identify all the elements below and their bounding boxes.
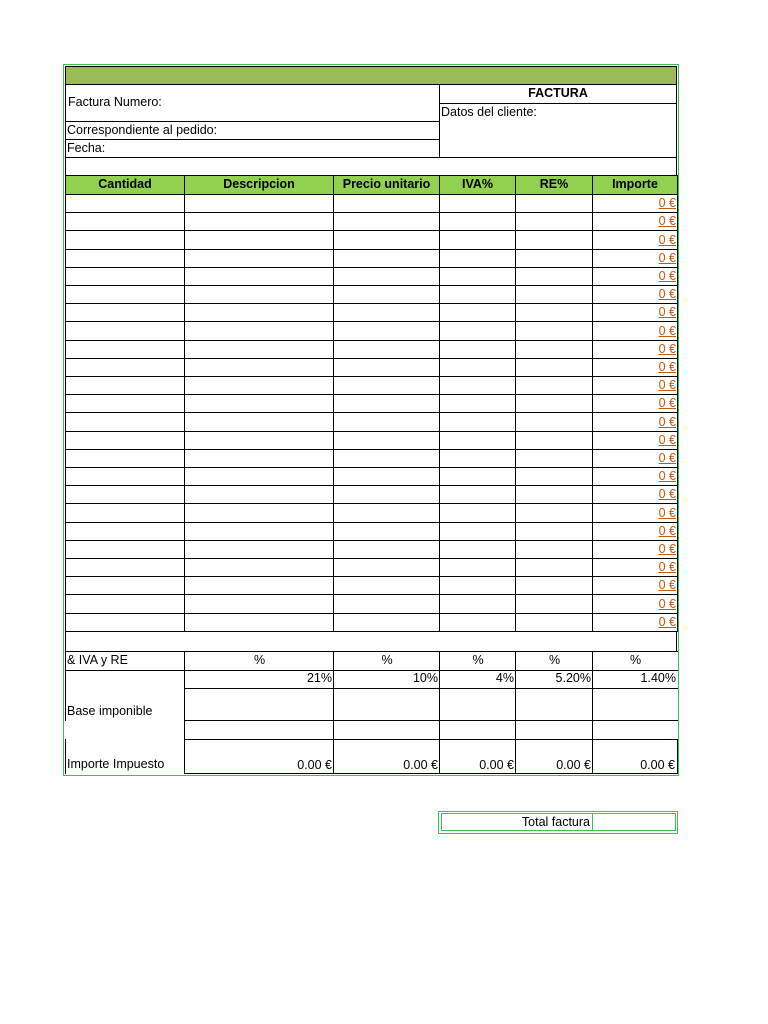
total-label: Total factura [521,815,590,829]
line-cell-descripcion[interactable] [184,613,334,632]
line-cell-descripcion[interactable] [184,449,334,468]
tax-pct-header: % [333,651,440,671]
importe-impuesto-label-cell: Importe Impuesto [65,739,185,774]
line-cell-descripcion[interactable] [184,303,334,322]
line-cell-precio-unitario[interactable] [333,467,440,486]
line-amount[interactable]: 0 € [592,194,678,213]
line-amount[interactable]: 0 € [592,230,678,250]
tax-label-cell: & IVA y RE [65,651,185,671]
column-header-descripcion: Descripcion [184,175,334,195]
tax-rate: 5.20% [515,670,593,689]
line-cell-iva[interactable] [439,540,516,559]
line-cell-cantidad[interactable] [65,449,185,468]
line-cell-descripcion[interactable] [184,230,334,250]
tax-pct-header: % [184,651,334,671]
line-amount[interactable]: 0 € [592,503,678,523]
line-amount[interactable]: 0 € [592,485,678,504]
line-cell-descripcion[interactable] [184,431,334,450]
line-cell-precio-unitario[interactable] [333,285,440,304]
line-amount[interactable]: 0 € [592,340,678,359]
column-header-iva: IVA% [439,175,516,195]
client-data-label: Datos del cliente: [441,105,537,119]
line-amount[interactable]: 0 € [592,394,678,413]
line-cell-descripcion[interactable] [184,558,334,577]
total-label-cell [441,813,593,831]
line-cell-re[interactable] [515,449,593,468]
line-amount[interactable]: 0 € [592,467,678,486]
line-cell-cantidad[interactable] [65,194,185,213]
line-cell-re[interactable] [515,267,593,286]
line-cell-iva[interactable] [439,340,516,359]
line-cell-cantidad[interactable] [65,267,185,286]
line-cell-iva[interactable] [439,267,516,286]
line-cell-iva[interactable] [439,394,516,413]
tax-rate: 10% [333,670,440,689]
date-cell[interactable] [65,139,440,158]
line-amount[interactable]: 0 € [592,576,678,595]
line-amount[interactable]: 0 € [592,431,678,450]
order-ref-cell[interactable] [65,121,440,140]
line-cell-cantidad[interactable] [65,303,185,322]
line-cell-iva[interactable] [439,285,516,304]
title-band [65,66,677,85]
line-cell-precio-unitario[interactable] [333,194,440,213]
line-cell-precio-unitario[interactable] [333,267,440,286]
line-cell-cantidad[interactable] [65,376,185,395]
line-cell-re[interactable] [515,376,593,395]
line-cell-re[interactable] [515,558,593,577]
line-cell-precio-unitario[interactable] [333,485,440,504]
line-cell-re[interactable] [515,194,593,213]
line-amount[interactable]: 0 € [592,522,678,541]
tax-blank-cell [592,720,678,740]
line-cell-re[interactable] [515,594,593,614]
line-cell-re[interactable] [515,321,593,341]
line-cell-cantidad[interactable] [65,540,185,559]
line-cell-precio-unitario[interactable] [333,358,440,377]
line-cell-descripcion[interactable] [184,576,334,595]
line-cell-re[interactable] [515,522,593,541]
line-cell-descripcion[interactable] [184,212,334,231]
line-cell-cantidad[interactable] [65,394,185,413]
line-cell-re[interactable] [515,340,593,359]
tax-rate: 1.40% [592,670,678,689]
line-cell-precio-unitario[interactable] [333,303,440,322]
tax-pct-header: % [515,651,593,671]
line-cell-cantidad[interactable] [65,412,185,432]
line-cell-cantidad[interactable] [65,613,185,632]
line-cell-precio-unitario[interactable] [333,449,440,468]
line-cell-cantidad[interactable] [65,558,185,577]
column-header-importe: Importe [592,175,678,195]
base-imponible-value[interactable] [592,688,678,721]
line-amount[interactable]: 0 € [592,321,678,341]
line-cell-precio-unitario[interactable] [333,249,440,268]
line-cell-iva[interactable] [439,212,516,231]
line-cell-cantidad[interactable] [65,249,185,268]
line-cell-re[interactable] [515,358,593,377]
line-cell-iva[interactable] [439,467,516,486]
line-cell-precio-unitario[interactable] [333,412,440,432]
tax-amount: 0.00 € [515,739,593,774]
base-imponible-value[interactable] [184,688,334,721]
line-cell-descripcion[interactable] [184,267,334,286]
line-cell-iva[interactable] [439,358,516,377]
line-cell-cantidad[interactable] [65,485,185,504]
line-cell-descripcion[interactable] [184,340,334,359]
line-cell-re[interactable] [515,576,593,595]
line-cell-descripcion[interactable] [184,321,334,341]
line-amount[interactable]: 0 € [592,212,678,231]
tax-blank-cell [184,720,334,740]
line-cell-re[interactable] [515,540,593,559]
line-cell-descripcion[interactable] [184,376,334,395]
line-cell-iva[interactable] [439,485,516,504]
tax-amount: 0.00 € [592,739,678,774]
line-cell-cantidad[interactable] [65,522,185,541]
line-amount[interactable]: 0 € [592,267,678,286]
line-cell-cantidad[interactable] [65,285,185,304]
line-cell-precio-unitario[interactable] [333,558,440,577]
line-cell-re[interactable] [515,431,593,450]
line-cell-re[interactable] [515,394,593,413]
line-cell-iva[interactable] [439,249,516,268]
line-cell-precio-unitario[interactable] [333,376,440,395]
line-cell-precio-unitario[interactable] [333,212,440,231]
line-cell-precio-unitario[interactable] [333,503,440,523]
line-cell-cantidad[interactable] [65,230,185,250]
tax-pct-header: % [592,651,678,671]
line-amount[interactable]: 0 € [592,303,678,322]
line-cell-cantidad[interactable] [65,576,185,595]
tax-amount: 0.00 € [184,739,334,774]
line-cell-cantidad[interactable] [65,212,185,231]
base-imponible-label-cell: Base imponible [65,688,185,721]
line-cell-descripcion[interactable] [184,540,334,559]
tax-amount: 0.00 € [333,739,440,774]
line-cell-precio-unitario[interactable] [333,522,440,541]
line-cell-descripcion[interactable] [184,522,334,541]
line-cell-descripcion[interactable] [184,394,334,413]
total-value-cell[interactable] [592,813,676,831]
column-header-precio-unitario: Precio unitario [333,175,440,195]
line-cell-precio-unitario[interactable] [333,230,440,250]
line-amount[interactable]: 0 € [592,449,678,468]
tax-rate: 21% [184,670,334,689]
line-cell-precio-unitario[interactable] [333,576,440,595]
factura-title: FACTURA [528,86,588,100]
line-amount[interactable]: 0 € [592,594,678,614]
line-cell-iva[interactable] [439,576,516,595]
line-cell-cantidad[interactable] [65,340,185,359]
line-cell-descripcion[interactable] [184,249,334,268]
line-cell-iva[interactable] [439,558,516,577]
column-header-cantidad: Cantidad [65,175,185,195]
line-amount[interactable]: 0 € [592,358,678,377]
line-cell-precio-unitario[interactable] [333,431,440,450]
base-imponible-value[interactable] [515,688,593,721]
line-cell-re[interactable] [515,303,593,322]
line-cell-cantidad[interactable] [65,594,185,614]
line-cell-cantidad[interactable] [65,358,185,377]
line-cell-cantidad[interactable] [65,467,185,486]
line-cell-iva[interactable] [439,321,516,341]
tax-blank-cell [515,720,593,740]
line-cell-precio-unitario[interactable] [333,594,440,614]
line-cell-cantidad[interactable] [65,321,185,341]
tax-blank-cell [333,720,440,740]
column-header-re: RE% [515,175,593,195]
line-cell-iva[interactable] [439,376,516,395]
line-cell-re[interactable] [515,613,593,632]
line-amount[interactable]: 0 € [592,540,678,559]
line-cell-re[interactable] [515,485,593,504]
line-cell-re[interactable] [515,503,593,523]
line-cell-re[interactable] [515,230,593,250]
line-cell-re[interactable] [515,212,593,231]
spacer-row [65,157,677,176]
line-amount[interactable]: 0 € [592,412,678,432]
line-cell-re[interactable] [515,285,593,304]
rate-empty-cell [65,670,185,689]
line-cell-descripcion[interactable] [184,358,334,377]
line-cell-precio-unitario[interactable] [333,540,440,559]
line-amount[interactable]: 0 € [592,285,678,304]
line-cell-iva[interactable] [439,503,516,523]
invoice-number-cell[interactable] [65,85,440,122]
line-cell-precio-unitario[interactable] [333,321,440,341]
line-cell-iva[interactable] [439,594,516,614]
tax-blank-cell [439,720,516,740]
line-cell-cantidad[interactable] [65,431,185,450]
line-cell-descripcion[interactable] [184,467,334,486]
line-amount[interactable]: 0 € [592,376,678,395]
invoice-number-label: Factura Numero: [68,95,162,109]
line-cell-re[interactable] [515,249,593,268]
line-cell-descripcion[interactable] [184,485,334,504]
line-cell-iva[interactable] [439,194,516,213]
line-amount[interactable]: 0 € [592,558,678,577]
date-label: Fecha: [67,141,106,155]
line-cell-iva[interactable] [439,613,516,632]
tax-amount: 0.00 € [439,739,516,774]
line-cell-iva[interactable] [439,412,516,432]
line-amount[interactable]: 0 € [592,249,678,268]
base-imponible-value[interactable] [439,688,516,721]
line-cell-re[interactable] [515,412,593,432]
line-cell-descripcion[interactable] [184,194,334,213]
line-cell-iva[interactable] [439,522,516,541]
tax-pct-header: % [439,651,516,671]
factura-title-cell [439,85,677,104]
gap-row [65,631,677,652]
order-ref-label: Correspondiente al pedido: [67,123,218,137]
line-cell-precio-unitario[interactable] [333,613,440,632]
line-cell-iva[interactable] [439,230,516,250]
line-cell-descripcion[interactable] [184,594,334,614]
tax-rate: 4% [439,670,516,689]
line-cell-iva[interactable] [439,303,516,322]
line-cell-iva[interactable] [439,431,516,450]
line-cell-re[interactable] [515,467,593,486]
line-cell-descripcion[interactable] [184,412,334,432]
line-cell-precio-unitario[interactable] [333,340,440,359]
client-data-cell[interactable] [439,103,677,158]
line-cell-descripcion[interactable] [184,285,334,304]
line-cell-precio-unitario[interactable] [333,394,440,413]
base-imponible-value[interactable] [333,688,440,721]
line-cell-descripcion[interactable] [184,503,334,523]
line-cell-cantidad[interactable] [65,503,185,523]
line-cell-iva[interactable] [439,449,516,468]
line-amount[interactable]: 0 € [592,613,678,632]
